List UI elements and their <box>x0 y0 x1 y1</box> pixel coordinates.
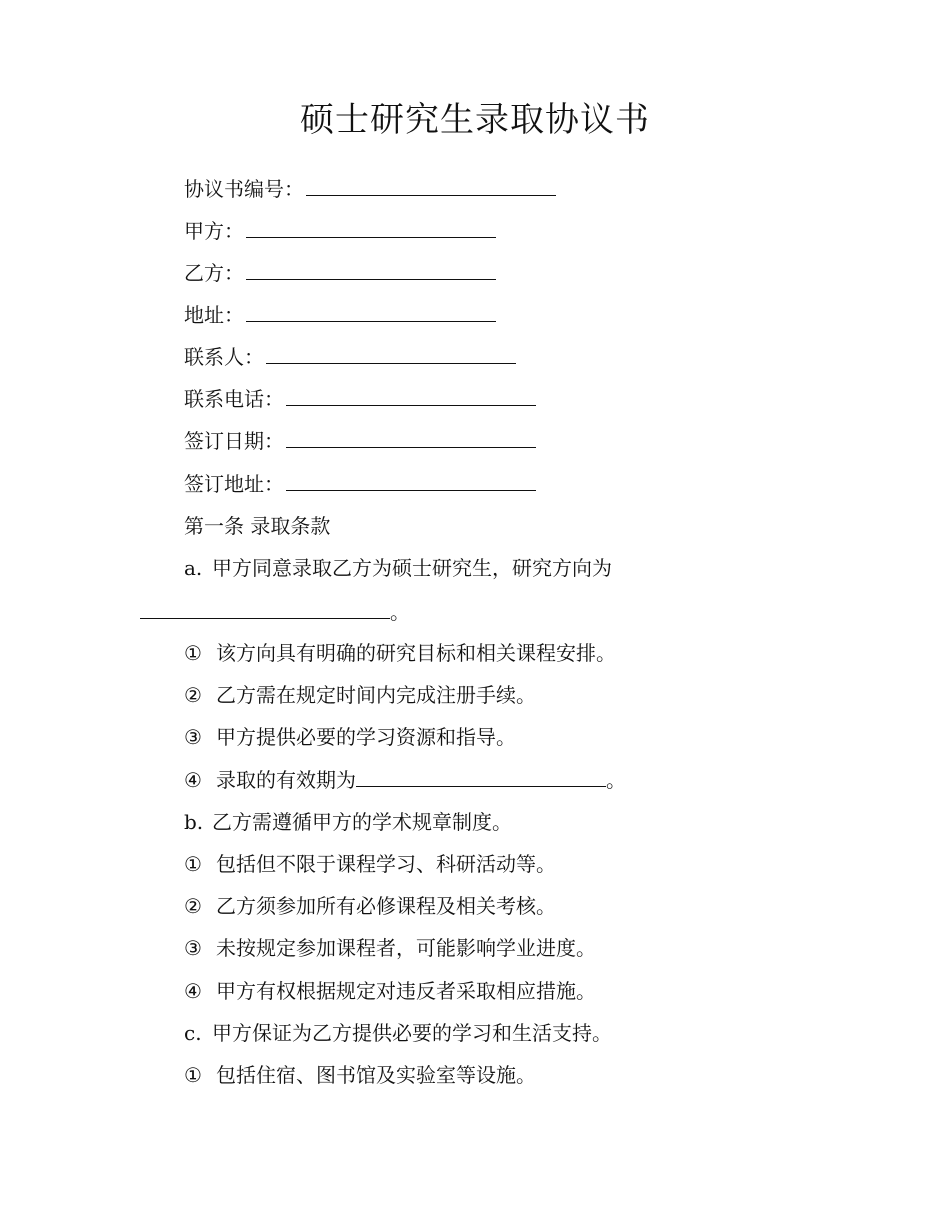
list-item <box>184 639 616 667</box>
field-signing-place <box>184 470 536 498</box>
clause-a-continuation <box>140 598 410 626</box>
list-item <box>184 723 516 751</box>
field-label: 签订日期： <box>184 429 284 453</box>
list-item <box>184 977 596 1005</box>
field-label: 甲方： <box>184 219 244 243</box>
fill-in-blank <box>286 470 536 491</box>
clause-end-punct: 。 <box>390 600 410 624</box>
item-marker: ④ <box>184 979 202 1003</box>
item-marker: ③ <box>184 725 202 749</box>
field-contact-phone <box>184 385 536 413</box>
item-marker: ④ <box>184 768 202 792</box>
fill-in-blank <box>246 301 496 322</box>
clause-marker: a. <box>184 556 203 580</box>
field-label: 联系人： <box>184 345 264 369</box>
item-text: 乙方需在规定时间内完成注册手续。 <box>216 683 536 707</box>
item-end-punct: 。 <box>606 768 626 792</box>
fill-in-blank <box>246 217 496 238</box>
article-heading: 第一条 录取条款 <box>184 514 331 538</box>
list-item <box>184 766 626 794</box>
item-text: 包括住宿、图书馆及实验室等设施。 <box>216 1063 536 1087</box>
item-marker: ② <box>184 683 202 707</box>
item-text: 甲方有权根据规定对违反者采取相应措施。 <box>216 979 596 1003</box>
clause-text: 乙方需遵循甲方的学术规章制度。 <box>212 810 512 834</box>
clause-c <box>184 1019 612 1047</box>
list-item <box>184 850 556 878</box>
item-marker: ① <box>184 852 202 876</box>
item-marker: ② <box>184 894 202 918</box>
item-marker: ① <box>184 1063 202 1087</box>
fill-in-blank <box>266 343 516 364</box>
fill-in-blank <box>356 766 606 787</box>
fill-in-blank <box>286 385 536 406</box>
field-party-a <box>184 217 496 245</box>
field-party-b <box>184 259 496 287</box>
field-label: 协议书编号： <box>184 177 304 201</box>
item-text: 乙方须参加所有必修课程及相关考核。 <box>216 894 556 918</box>
item-text: 该方向具有明确的研究目标和相关课程安排。 <box>216 641 616 665</box>
item-marker: ③ <box>184 936 202 960</box>
clause-b <box>184 808 512 836</box>
item-text: 未按规定参加课程者，可能影响学业进度。 <box>216 936 596 960</box>
fill-in-blank <box>140 598 390 619</box>
list-item <box>184 934 596 962</box>
clause-marker: c. <box>184 1021 202 1045</box>
clause-marker: b. <box>184 810 204 834</box>
field-agreement-number <box>184 175 556 203</box>
field-label: 乙方： <box>184 261 244 285</box>
field-address <box>184 301 496 329</box>
item-text: 录取的有效期为 <box>216 768 356 792</box>
field-contact-person <box>184 343 516 371</box>
clause-text: 甲方保证为乙方提供必要的学习和生活支持。 <box>212 1021 612 1045</box>
fill-in-blank <box>286 427 536 448</box>
clause-a <box>184 554 612 582</box>
fill-in-blank <box>306 175 556 196</box>
document-title: 硕士研究生录取协议书 <box>300 100 650 140</box>
fill-in-blank <box>246 259 496 280</box>
list-item <box>184 1061 536 1089</box>
list-item <box>184 681 536 709</box>
list-item <box>184 892 556 920</box>
item-text: 甲方提供必要的学习资源和指导。 <box>216 725 516 749</box>
item-text: 包括但不限于课程学习、科研活动等。 <box>216 852 556 876</box>
item-marker: ① <box>184 641 202 665</box>
field-label: 联系电话： <box>184 387 284 411</box>
field-label: 签订地址： <box>184 472 284 496</box>
field-label: 地址： <box>184 303 244 327</box>
field-signing-date <box>184 427 536 455</box>
clause-text: 甲方同意录取乙方为硕士研究生，研究方向为 <box>212 556 612 580</box>
